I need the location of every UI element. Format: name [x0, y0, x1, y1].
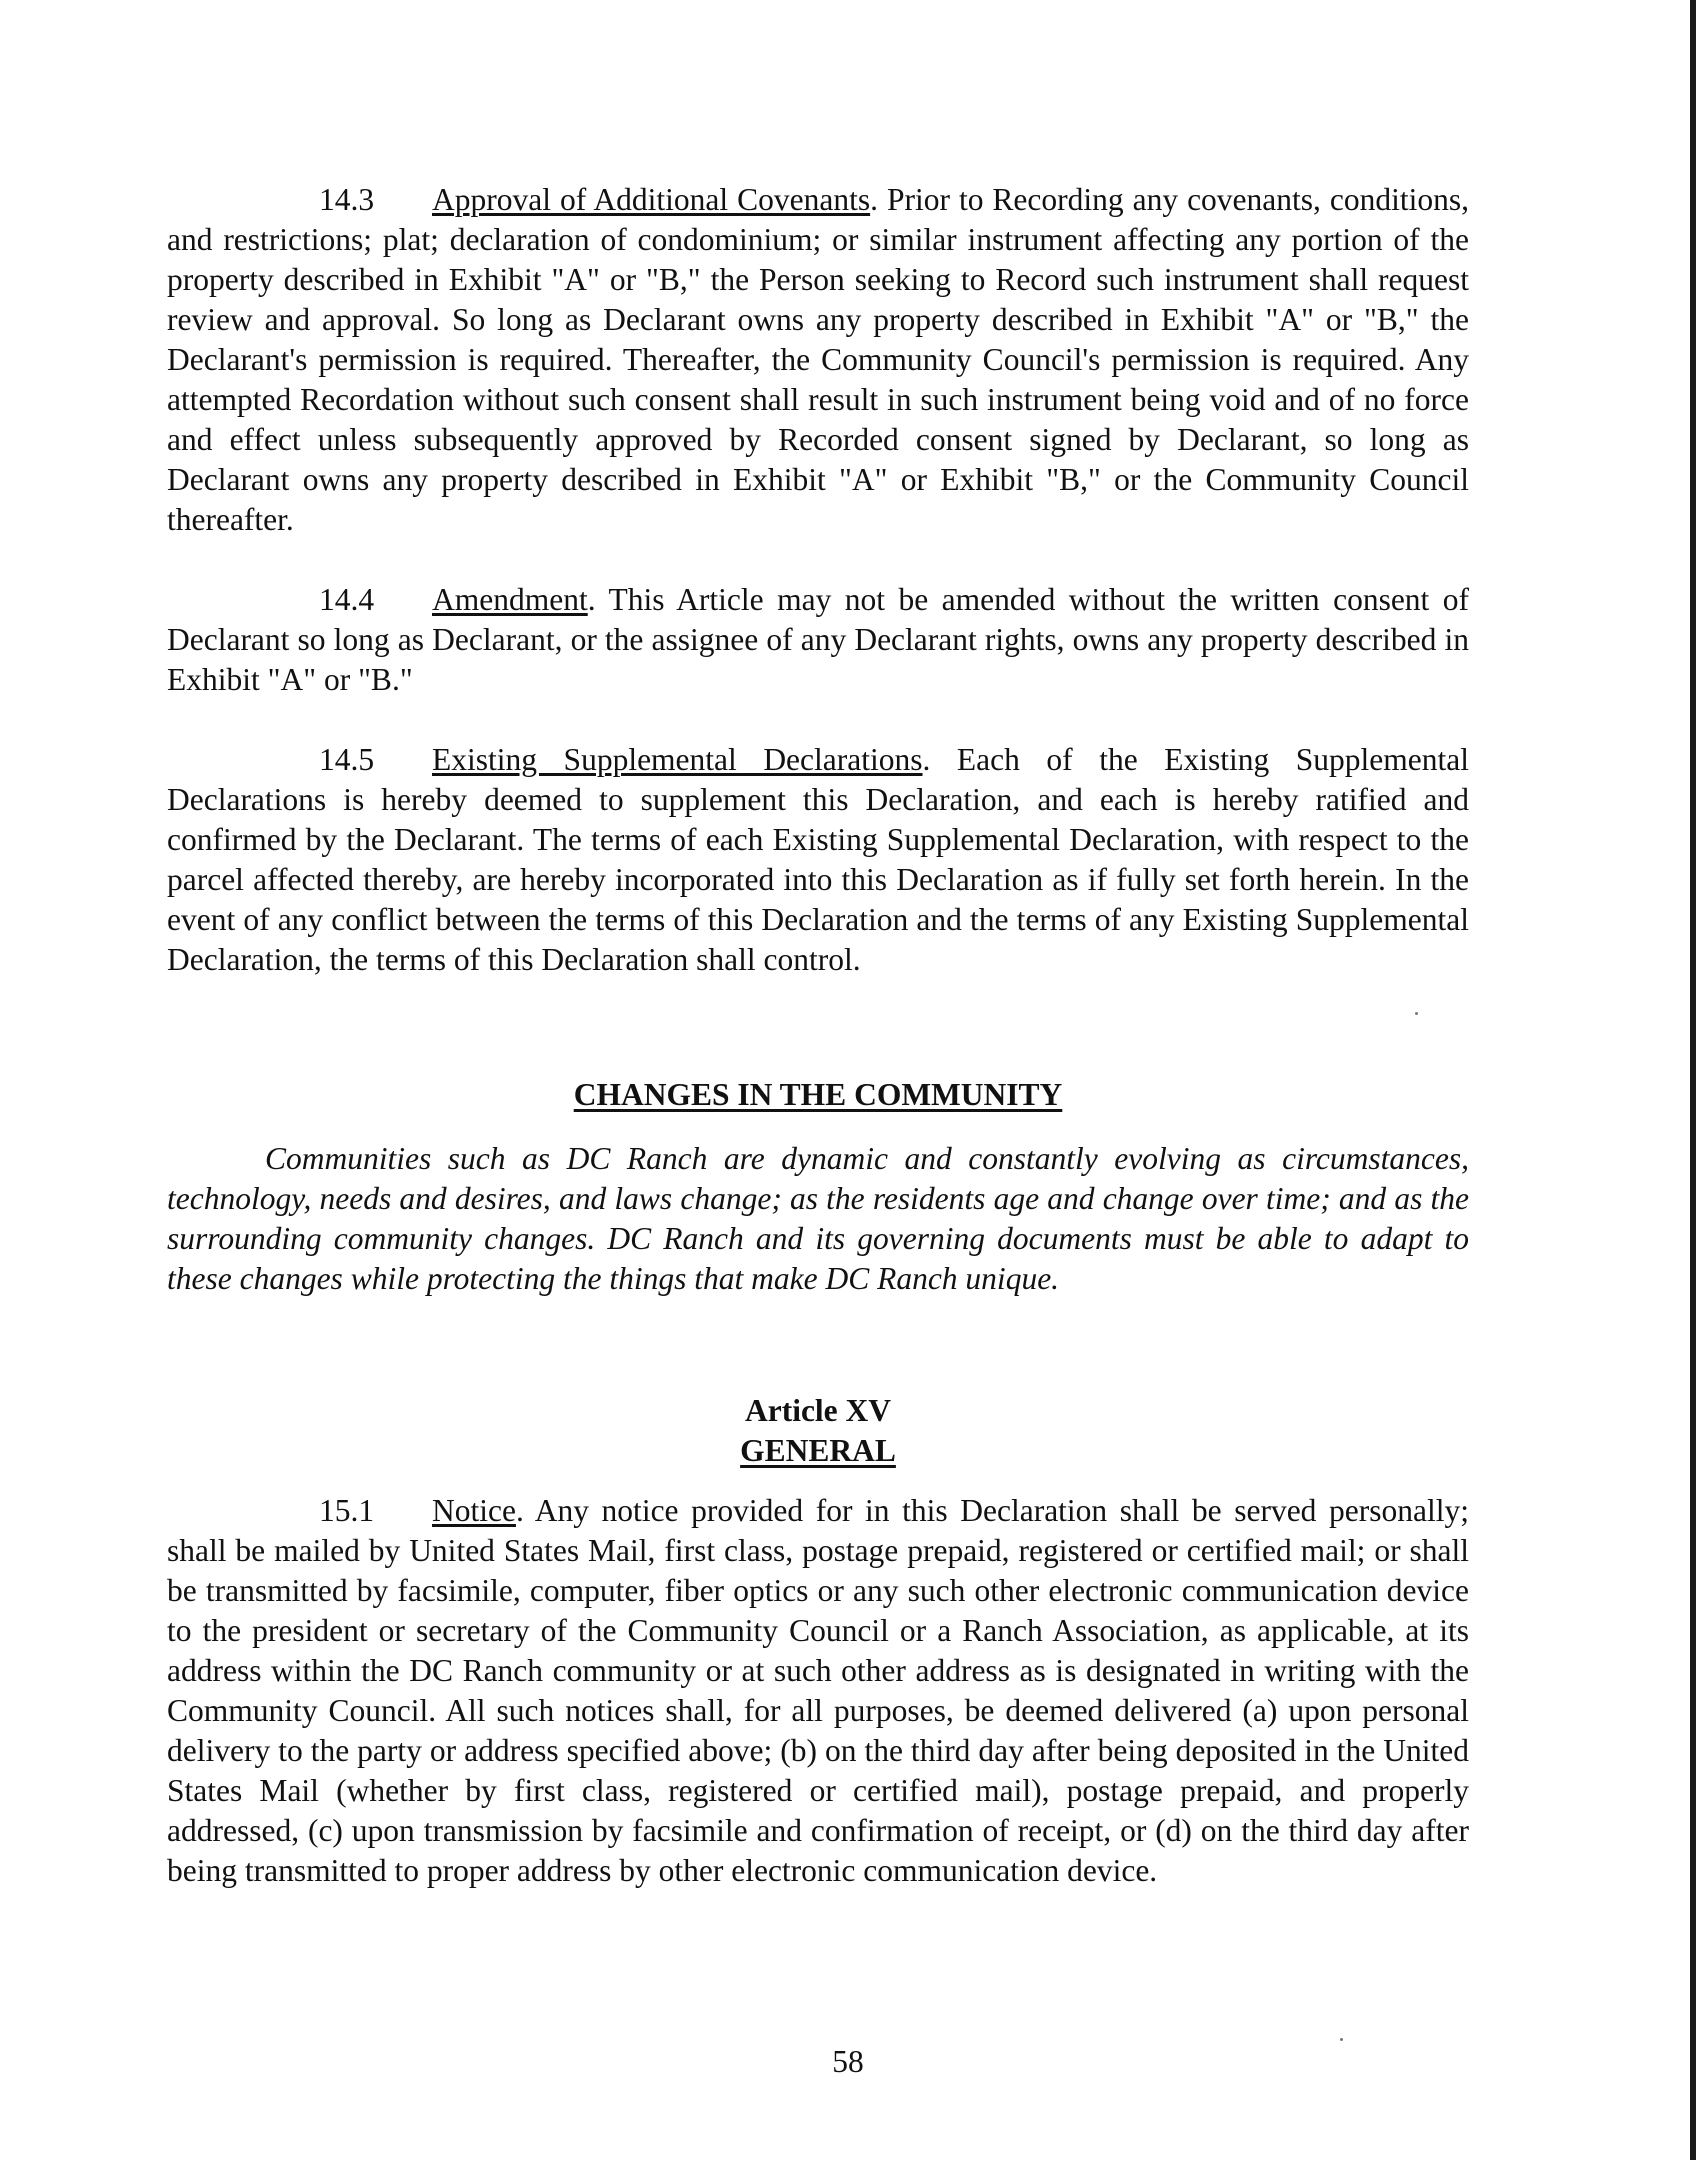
section-14-5 [167, 740, 1469, 980]
section-body: . Prior to Recording any covenants, conditions, and restrictions; plat; declaration of condominium; or similar instrument affecting any portion of the property described in Exhibit "A" or "B," the Person seeking to Record such instrument shall request review and approval. So long as Declarant owns any property described in Exhibit "A" or "B," the Declarant's permission is required. Thereafter, the Community Council's permission is required. Any attempted Recordation without such consent shall result in such instrument being void and of no force and effect unless subsequently approved by Recorded consent signed by Declarant, so long as Declarant owns any property described in Exhibit "A" or Exhibit "B," or the Community Council thereafter. [167, 182, 1469, 537]
document-page [167, 180, 1469, 1891]
changes-intro: Communities such as DC Ranch are dynamic and constantly evolving as circumstances, technology, needs and desires, and laws change; as the residents age and change over time; and as the surrounding community changes. DC Ranch and its governing documents must be able to adapt to these changes while protecting the things that make DC Ranch unique. [167, 1141, 1469, 1296]
section-number: 14.3 [319, 182, 375, 217]
section-body: . Any notice provided for in this Declaration shall be served personally; shall be mailed by United States Mail, first class, postage prepaid, registered or certified mail; or shall be transmitted by facsimile, computer, fiber optics or any such other electronic communication device to the president or secretary of the Community Council or a Ranch Association, as applicable, at its address within the DC Ranch community or at such other address as is designated in writing with the Community Council. All such notices shall, for all purposes, be deemed delivered (a) upon personal delivery to the party or address specified above; (b) on the third day after being deposited in the United States Mail (whether by first class, registered or certified mail), postage prepaid, and properly addressed, (c) upon transmission by facsimile and confirmation of receipt, or (d) on the third day after being transmitted to proper address by other electronic communication device. [167, 1493, 1469, 1888]
section-number: 14.5 [319, 742, 375, 777]
page-number: 58 [832, 2044, 864, 2079]
article-title: GENERAL [740, 1433, 896, 1468]
scan-edge-shadow [1690, 0, 1696, 2160]
section-body: . This Article may not be amended without the written consent of Declarant so long as Declarant, or the assignee of any Declarant rights, owns any property described in Exhibit "A" or "B." [167, 582, 1469, 697]
section-number: 14.4 [319, 582, 375, 617]
section-title: Amendment [432, 582, 588, 617]
section-14-3 [167, 180, 1469, 540]
section-15-1 [167, 1491, 1469, 1891]
section-body: . Each of the Existing Supplemental Declarations is hereby deemed to supplement this Declaration, and each is hereby ratified and confirmed by the Declarant. The terms of each Existing Supplemental Declaration, with respect to the parcel affected thereby, are hereby incorporated into this Declaration as if fully set forth herein. In the event of any conflict between the terms of this Declaration and the terms of any Existing Supplemental Declaration, the terms of this Declaration shall control. [167, 742, 1469, 977]
section-title: Notice [432, 1493, 516, 1528]
scan-speck [1340, 2038, 1343, 2041]
section-14-4 [167, 580, 1469, 700]
article-label: Article XV [744, 1393, 892, 1428]
section-title: Approval of Additional Covenants [432, 182, 871, 217]
section-number: 15.1 [319, 1493, 375, 1528]
changes-heading: CHANGES IN THE COMMUNITY [573, 1077, 1063, 1112]
section-title: Existing Supplemental Declarations [432, 742, 923, 777]
